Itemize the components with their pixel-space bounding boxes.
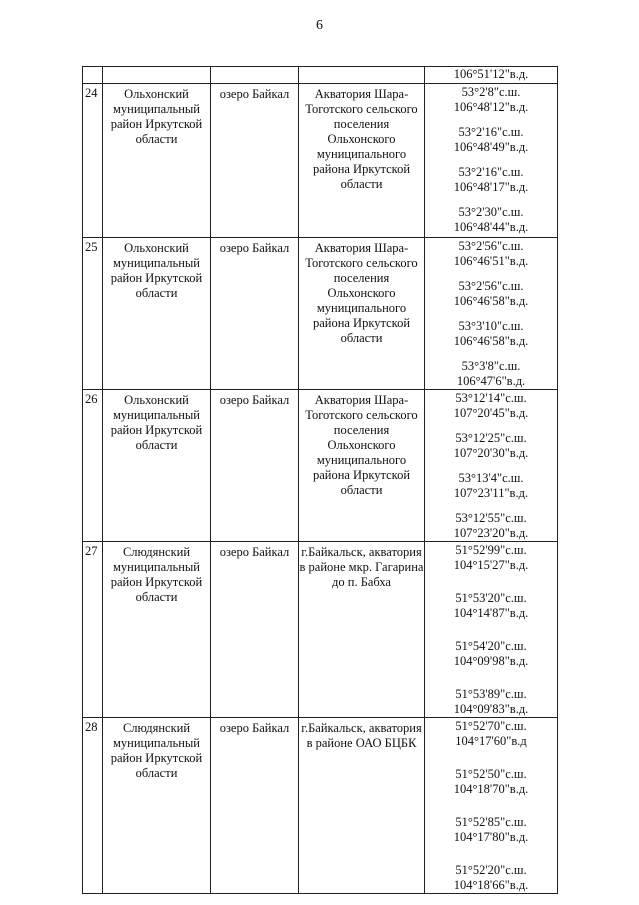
coordinate-latitude: 51°52'20"с.ш. <box>455 863 527 877</box>
coordinate-latitude: 51°52'50"с.ш. <box>455 767 527 781</box>
cell-location: Акватория Шара-Тоготского сельского поселения Ольхонского муниципального района Иркутской области <box>299 84 425 238</box>
cell-coordinates <box>425 67 558 84</box>
coordinate-longitude: 106°48'49"в.д. <box>453 140 529 154</box>
cell-coordinates <box>425 718 558 894</box>
coordinate-point <box>425 511 557 541</box>
coordinate-longitude: 106°48'17"в.д. <box>453 180 529 194</box>
coordinate-longitude: 107°20'45"в.д. <box>453 406 529 420</box>
coordinate-longitude: 106°51'12"в.д. <box>453 67 529 81</box>
coordinate-point <box>425 639 557 669</box>
cell-municipality: Слюдянский муниципальный район Иркутской области <box>103 542 211 718</box>
cell-water-object: озеро Байкал <box>211 718 299 894</box>
coordinate-point <box>425 319 557 349</box>
cell-municipality <box>103 67 211 84</box>
coordinate-latitude: 51°54'20"с.ш. <box>455 639 527 653</box>
coordinate-longitude: 104°17'80"в.д. <box>453 830 529 844</box>
cell-number: 24 <box>83 84 103 238</box>
coordinate-longitude: 107°20'30"в.д. <box>453 446 529 460</box>
page-number: 6 <box>316 18 323 33</box>
cell-municipality: Ольхонский муниципальный район Иркутской области <box>103 84 211 238</box>
coordinate-point <box>425 687 557 717</box>
cell-water-object: озеро Байкал <box>211 238 299 390</box>
cell-number <box>83 67 103 84</box>
coordinate-latitude: 53°12'25"с.ш. <box>455 431 527 445</box>
coordinate-longitude: 106°46'58"в.д. <box>453 334 529 348</box>
coordinate-point <box>425 815 557 845</box>
cell-location: Акватория Шара-Тоготского сельского поселения Ольхонского муниципального района Иркутской области <box>299 390 425 542</box>
table-row <box>83 390 558 542</box>
coordinate-longitude: 104°18'66"в.д. <box>453 878 529 892</box>
coordinate-latitude: 51°52'99"с.ш. <box>455 543 527 557</box>
coordinate-latitude: 53°2'16"с.ш. <box>458 125 524 139</box>
coordinate-point <box>425 165 557 195</box>
coordinate-latitude: 53°2'56"с.ш. <box>458 239 524 253</box>
cell-coordinates <box>425 390 558 542</box>
table-row <box>83 542 558 718</box>
coordinate-point <box>425 767 557 797</box>
cell-municipality: Ольхонский муниципальный район Иркутской области <box>103 390 211 542</box>
table-row-continuation <box>83 67 558 84</box>
coordinate-latitude: 51°52'70"с.ш. <box>455 719 527 733</box>
coordinate-latitude: 53°2'16"с.ш. <box>458 165 524 179</box>
coordinate-longitude: 104°09'83"в.д. <box>453 702 529 716</box>
coordinate-point <box>425 359 557 389</box>
cell-number: 26 <box>83 390 103 542</box>
coordinate-latitude: 53°3'8"с.ш. <box>461 359 521 373</box>
cell-municipality: Слюдянский муниципальный район Иркутской области <box>103 718 211 894</box>
cell-location <box>299 67 425 84</box>
coordinate-latitude: 51°53'89"с.ш. <box>455 687 527 701</box>
coordinate-latitude: 53°12'14"с.ш. <box>455 391 527 405</box>
cell-number: 25 <box>83 238 103 390</box>
coordinate-point <box>425 279 557 309</box>
coordinate-point <box>425 471 557 501</box>
coordinate-longitude: 106°46'51"в.д. <box>453 254 529 268</box>
coordinate-latitude: 53°2'56"с.ш. <box>458 279 524 293</box>
registry-table <box>82 66 558 894</box>
coordinate-longitude: 107°23'11"в.д. <box>453 486 529 500</box>
coordinate-point <box>425 719 557 749</box>
coordinate-point <box>425 431 557 461</box>
cell-number: 27 <box>83 542 103 718</box>
coordinate-longitude: 106°47'6"в.д. <box>456 374 526 388</box>
coordinate-latitude: 51°53'20"с.ш. <box>455 591 527 605</box>
coordinate-latitude: 53°12'55"с.ш. <box>455 511 527 525</box>
coordinate-longitude: 104°18'70"в.д. <box>453 782 529 796</box>
coordinate-point <box>425 239 557 269</box>
table-row <box>83 718 558 894</box>
cell-coordinates <box>425 542 558 718</box>
coordinate-longitude: 104°09'98"в.д. <box>453 654 529 668</box>
cell-coordinates <box>425 238 558 390</box>
coordinate-latitude: 53°2'8"с.ш. <box>461 85 521 99</box>
cell-water-object: озеро Байкал <box>211 84 299 238</box>
cell-water-object: озеро Байкал <box>211 542 299 718</box>
coordinate-latitude: 53°3'10"с.ш. <box>458 319 524 333</box>
coordinate-point <box>425 205 557 235</box>
coordinate-longitude: 106°48'12"в.д. <box>453 100 529 114</box>
coordinate-longitude: 104°14'87"в.д. <box>453 606 529 620</box>
cell-location: г.Байкальск, акватория в районе ОАО БЦБК <box>299 718 425 894</box>
coordinate-point <box>425 863 557 893</box>
coordinate-longitude: 106°46'58"в.д. <box>453 294 529 308</box>
coordinate-point <box>425 543 557 573</box>
table-row <box>83 238 558 390</box>
coordinate-point <box>425 591 557 621</box>
cell-location: г.Байкальск, акватория в районе мкр. Гагарина до п. Бабха <box>299 542 425 718</box>
table-row <box>83 84 558 238</box>
coordinate-longitude: 104°15'27"в.д. <box>453 558 529 572</box>
coordinate-longitude: 104°17'60"в.д <box>455 734 527 748</box>
coordinate-latitude: 53°13'4"с.ш. <box>458 471 524 485</box>
coordinate-longitude: 106°48'44"в.д. <box>453 220 529 234</box>
coordinate-latitude: 51°52'85"с.ш. <box>455 815 527 829</box>
cell-water-object: озеро Байкал <box>211 390 299 542</box>
coordinate-point <box>425 125 557 155</box>
cell-coordinates <box>425 84 558 238</box>
cell-number: 28 <box>83 718 103 894</box>
cell-location: Акватория Шара-Тоготского сельского поселения Ольхонского муниципального района Иркутской области <box>299 238 425 390</box>
cell-water-object <box>211 67 299 84</box>
coordinate-longitude: 107°23'20"в.д. <box>453 526 529 540</box>
coordinate-latitude: 53°2'30"с.ш. <box>458 205 524 219</box>
coordinate-point <box>425 391 557 421</box>
coordinate-point <box>425 85 557 115</box>
cell-municipality: Ольхонский муниципальный район Иркутской области <box>103 238 211 390</box>
